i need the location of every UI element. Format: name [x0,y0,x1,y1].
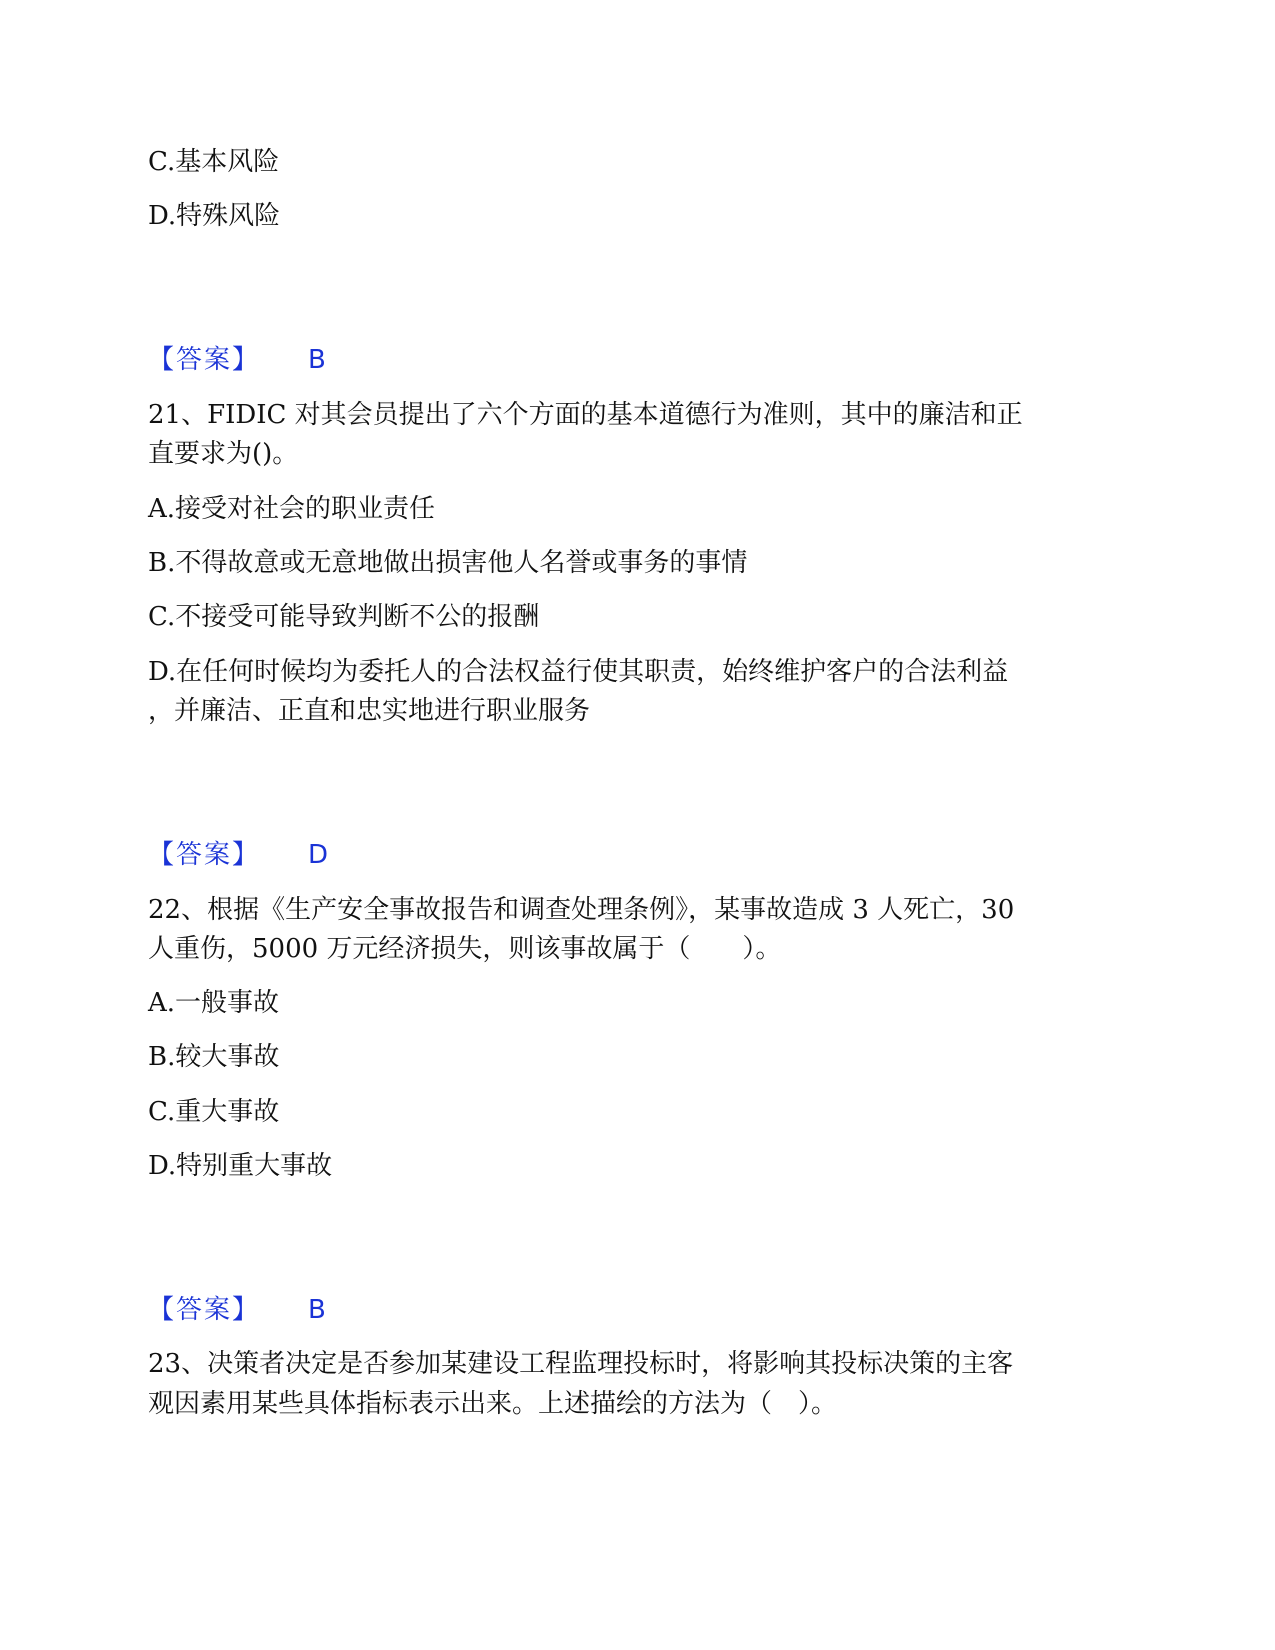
q21-stem-line1: 21、FIDIC 对其会员提出了六个方面的基本道德行为准则，其中的廉洁和正 [148,400,1023,430]
q22-option-b: B.较大事故 [148,1042,280,1072]
answer-label: 【答案】 [148,1295,261,1325]
q20-option-c: C.基本风险 [148,147,280,177]
q21-option-d-line1: D.在任何时候均为委托人的合法权益行使其职责，始终维护客户的合法利益 [148,657,1009,687]
q23-stem-line1: 23、决策者决定是否参加某建设工程监理投标时，将影响其投标决策的主客 [148,1349,1014,1379]
answer-label: 【答案】 [148,345,261,375]
q22-option-a: A.一般事故 [148,988,280,1018]
answer-value: D [308,840,329,870]
q22-stem-line2: 人重伤，5000 万元经济损失，则该事故属于（ ）。 [148,934,782,964]
q20-answer [148,340,326,380]
q21-option-d-line2: ，并廉洁、正直和忠实地进行职业服务 [148,696,591,726]
answer-value: B [308,345,326,375]
q21-option-a: A.接受对社会的职业责任 [148,494,436,524]
q21-option-b: B.不得故意或无意地做出损害他人名誉或事务的事情 [148,548,748,578]
q22-option-c: C.重大事故 [148,1097,280,1127]
q23-stem-line2: 观因素用某些具体指标表示出来。上述描绘的方法为（ ）。 [148,1389,838,1419]
answer-label: 【答案】 [148,840,261,870]
q22-answer [148,1290,326,1330]
q21-answer [148,835,328,875]
q20-option-d: D.特殊风险 [148,201,281,231]
q21-option-c: C.不接受可能导致判断不公的报酬 [148,602,540,632]
q21-stem-line2: 直要求为()。 [148,439,299,469]
q22-stem-line1: 22、根据《生产安全事故报告和调查处理条例》，某事故造成 3 人死亡，30 [148,895,1015,925]
answer-value: B [308,1295,326,1325]
q22-option-d: D.特别重大事故 [148,1151,333,1181]
